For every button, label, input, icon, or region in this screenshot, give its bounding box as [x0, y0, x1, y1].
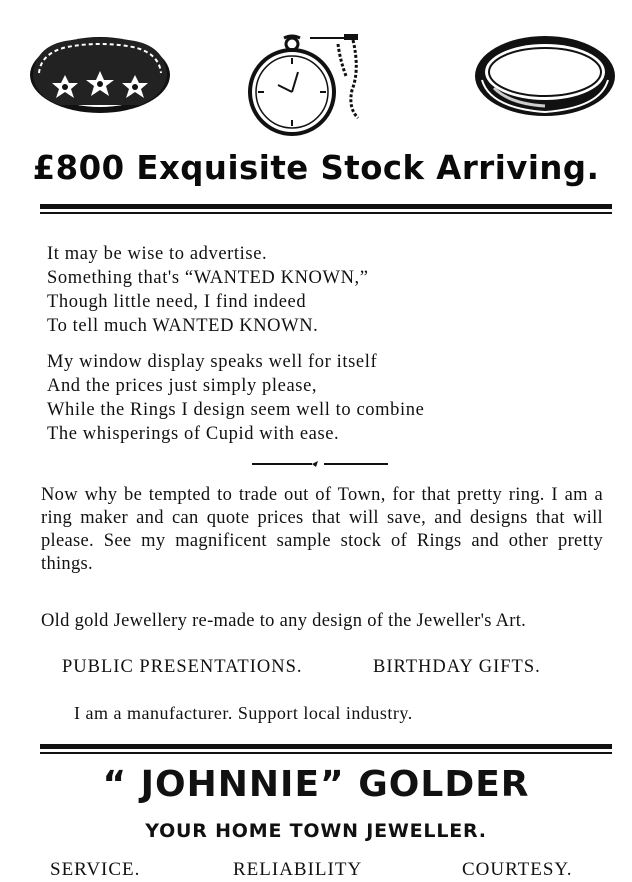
- poem-line: Though little need, I find indeed: [47, 292, 307, 312]
- body-paragraph: Now why be tempted to trade out of Town, for that pretty ring. I am a ring maker and can quote prices that will save, and designs that will please. See my magnificent sample stock of Rings and other pretty things.: [41, 485, 603, 574]
- birthday-gifts-text: BIRTHDAY GIFTS.: [373, 657, 541, 677]
- manufacturer-note: I am a manufacturer. Support local industry.: [74, 703, 413, 723]
- poem-line: Something that's “WANTED KNOWN,”: [47, 268, 369, 288]
- poem-line: To tell much WANTED KNOWN.: [47, 316, 319, 336]
- ornament-divider: [250, 458, 390, 470]
- plain-band-ring-icon: [470, 28, 620, 128]
- shop-name: “ JOHNNIE” GOLDER: [102, 764, 530, 805]
- poem-line: It may be wise to advertise.: [47, 244, 268, 264]
- divider-rule: [40, 752, 612, 754]
- headline: £800 Exquisite Stock Arriving.: [32, 148, 600, 187]
- motto-reliability: RELIABILITY: [233, 859, 363, 880]
- motto-service: SERVICE.: [50, 859, 141, 880]
- presentations-text: PUBLIC PRESENTATIONS.: [62, 657, 303, 677]
- divider-rule: [40, 744, 612, 749]
- poem-stanza: [47, 350, 424, 446]
- poem-line: My window display speaks well for itself: [47, 352, 378, 372]
- divider-rule: [40, 212, 612, 214]
- pocket-watch-with-chain-icon: [248, 30, 388, 142]
- ornate-gem-ring-icon: [25, 25, 175, 125]
- divider-rule: [40, 204, 612, 209]
- tagline: YOUR HOME TOWN JEWELLER.: [145, 820, 487, 842]
- poem-stanza: [47, 242, 369, 338]
- motto-courtesy: COURTESY.: [462, 859, 573, 880]
- poem-line: And the prices just simply please,: [47, 376, 318, 396]
- poem-line: While the Rings I design seem well to combine: [47, 400, 425, 420]
- poem-line: The whisperings of Cupid with ease.: [47, 424, 340, 444]
- body-paragraph: Old gold Jewellery re-made to any design of the Jeweller's Art.: [41, 611, 527, 631]
